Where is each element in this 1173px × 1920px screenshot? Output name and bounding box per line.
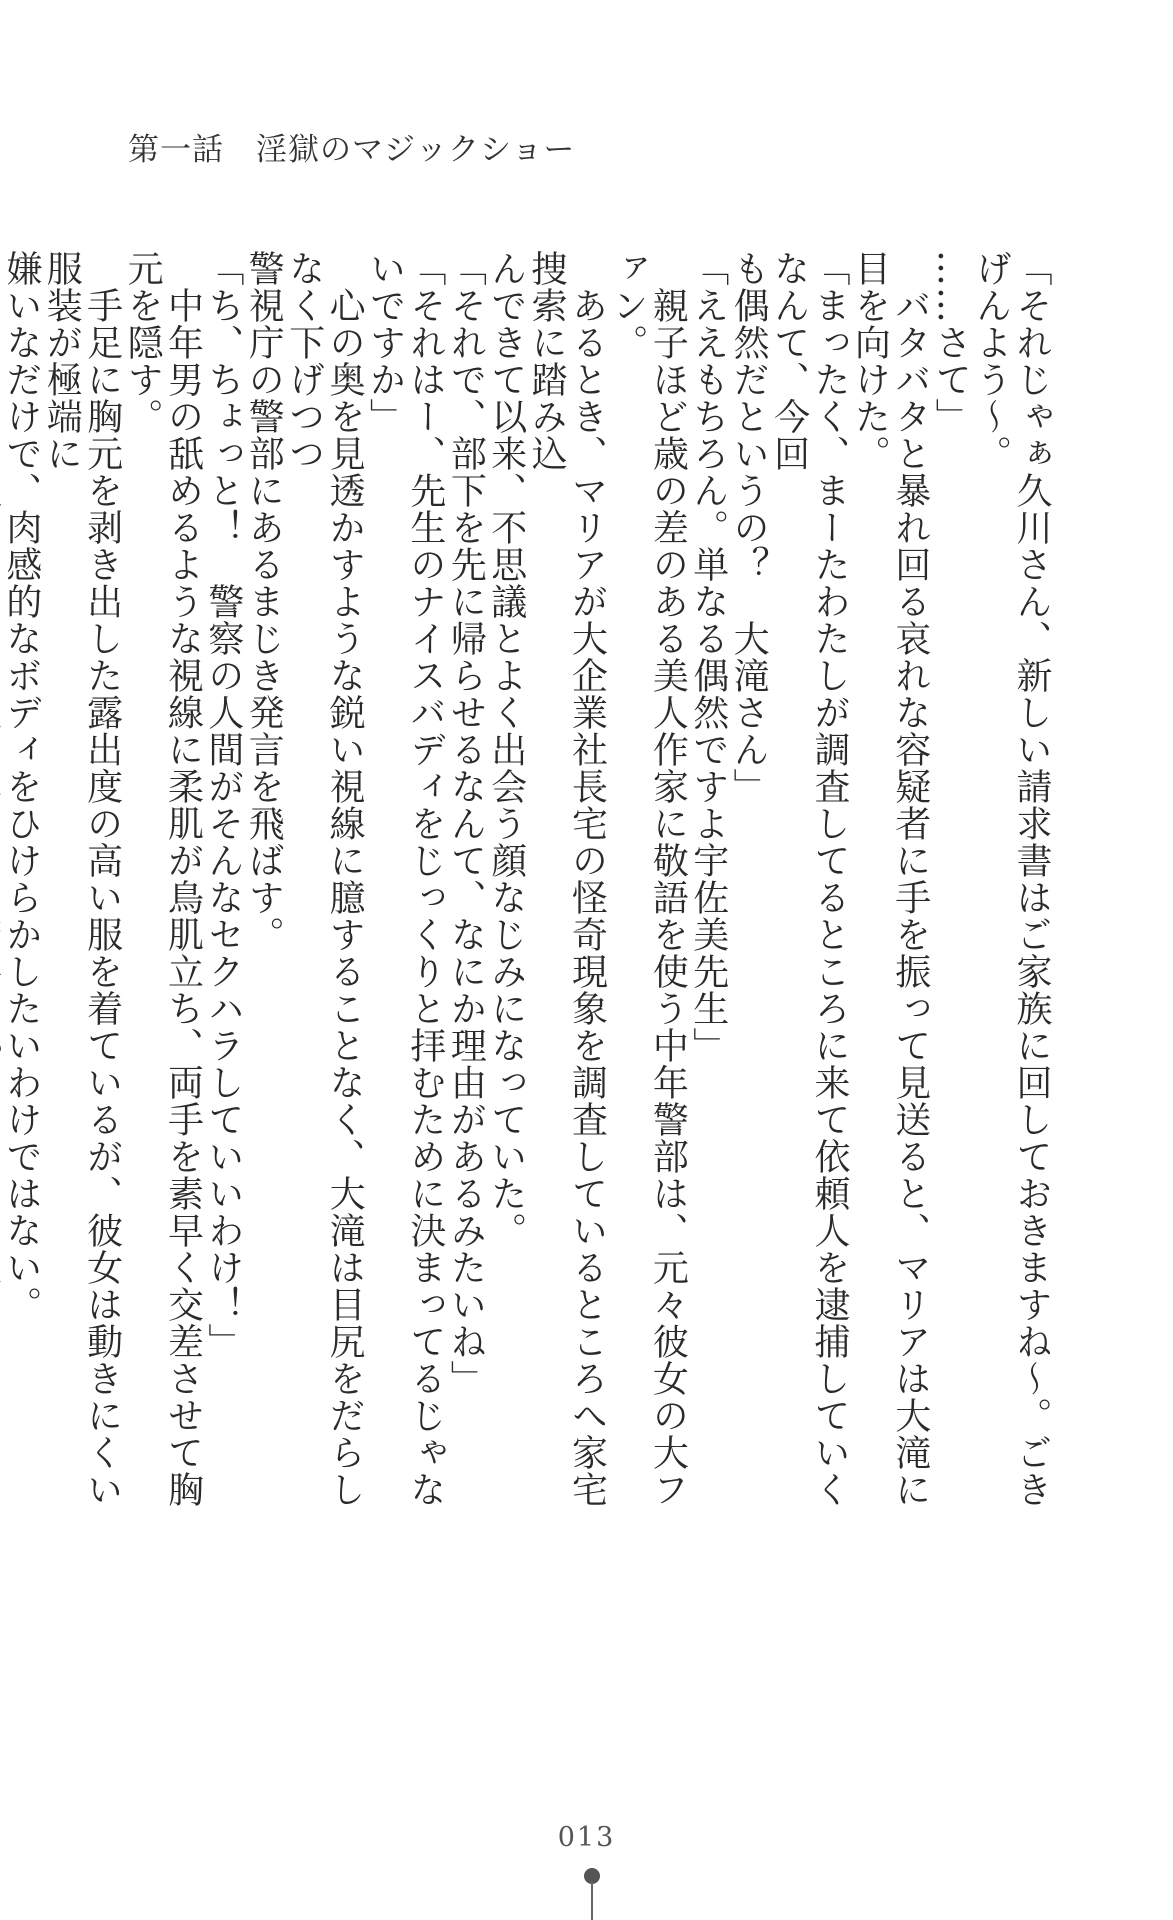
text-line: 「ええもちろん。単なる偶然ですよ宇佐美先生」 [687, 250, 729, 1064]
text-line: 「ち、ちょっと！ 警察の人間がそんなセクハラしていいわけ！」 [202, 250, 244, 1360]
text-line: 嫌いなだけで、肉感的なボディをひけらかしたいわけではない。 [0, 250, 42, 1323]
text-line: んできて以来、不思議とよく出会う顔なじみになっていた。 [485, 250, 527, 1249]
text-line: 心の奥を見透かすような鋭い視線に臆することなく、大滝は目尻をだらしなく下げつつ [283, 250, 366, 1508]
text-line: バタバタと暴れ回る哀れな容疑者に手を振って見送ると、マリアは大滝に目を向けた。 [849, 250, 931, 1508]
page-number: 013 [557, 1822, 616, 1853]
text-line: 親子ほど歳の差のある美人作家に敬語を使う中年警部は、元々彼女の大ファン。 [606, 250, 689, 1508]
body-text [0, 250, 1051, 1530]
text-line: ……さて」 [930, 250, 972, 435]
page-marker-line [591, 1882, 593, 1920]
text-line: 「まったく、まーたわたしが調査してるところに来て依頼人を逮捕していくなんて、今回 [768, 250, 850, 1508]
text-line: 「それで、部下を先に帰らせるなんて、なにか理由があるみたいね」 [445, 250, 487, 1397]
text-line: 警視庁の警部にあるまじき発言を飛ばす。 [243, 250, 285, 953]
text-line: 「それじゃぁ久川さん、新しい請求書はご家族に回しておきますね～。ごきげんよう～。 [970, 250, 1052, 1508]
running-head: 第一話 淫獄のマジックショー [128, 132, 576, 168]
text-line: 手足に胸元を剥き出した露出度の高い服を着ているが、彼女は動きにくい服装が極端に [41, 250, 123, 1508]
text-line: も偶然だというの？ 大滝さん」 [728, 250, 770, 805]
text-line: あるとき、マリアが大企業社長宅の怪奇現象を調査しているところへ家宅捜索に踏み込 [526, 250, 608, 1508]
text-line: 「それはー、先生のナイスバディをじっくりと拝むために決まってるじゃないですか」 [364, 250, 446, 1508]
text-line: 中年男の舐めるような視線に柔肌が鳥肌立ち、両手を素早く交差させて胸元を隠す。 [122, 250, 204, 1508]
